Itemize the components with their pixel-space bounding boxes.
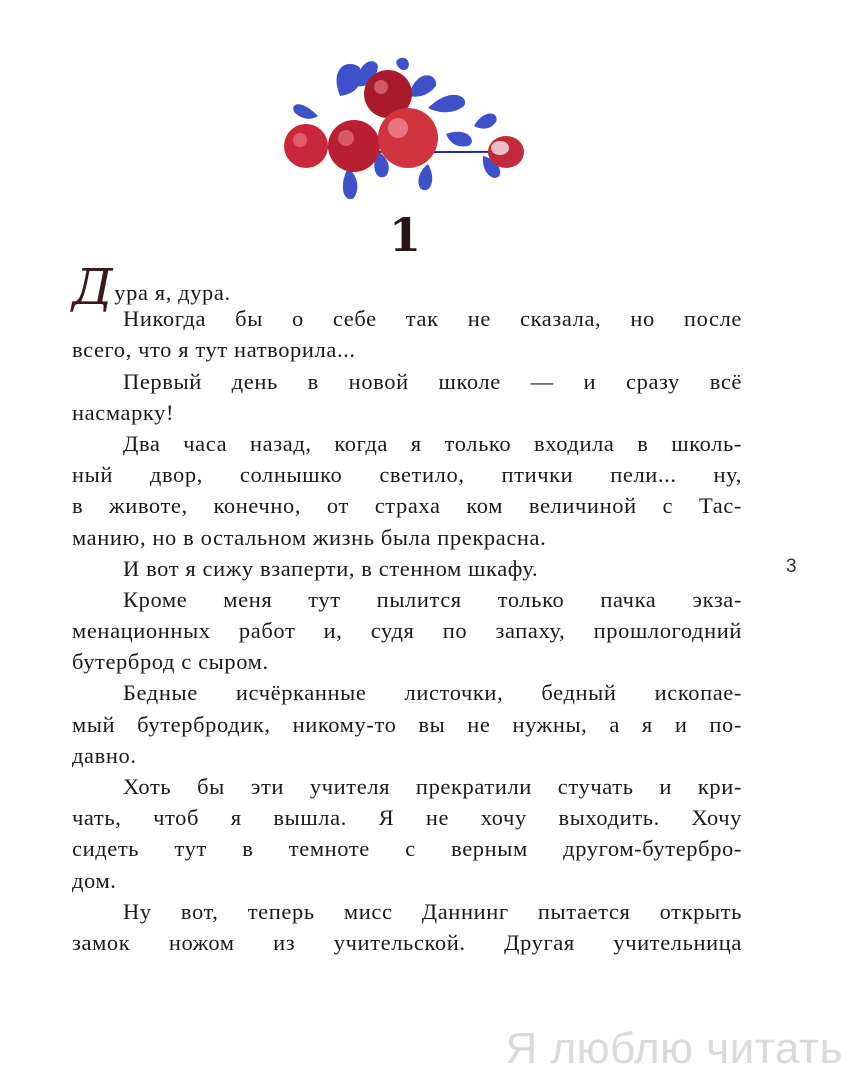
- text-line: насмарку!: [72, 399, 175, 425]
- text-line: Первый день в новой школе — и сразу всё: [123, 368, 742, 394]
- text-line: в животе, конечно, от страха ком величиной с Тас-: [72, 493, 742, 519]
- text-line: замок ножом из учительской. Другая учительница: [72, 929, 742, 955]
- text-line: бутерброд с сыром.: [72, 649, 269, 675]
- text-line: Хоть бы эти учителя прекратили стучать и кри-: [123, 774, 742, 799]
- text-line: Два часа назад, когда я только входила в школь-: [123, 430, 742, 456]
- text-line: чать, чтоб я вышла. Я не хочу выходить. Хочу: [72, 805, 742, 831]
- text-line: Кроме меня тут пылится только пачка экза-: [123, 586, 742, 612]
- text-line: давно.: [72, 742, 137, 768]
- drop-cap: Д: [72, 258, 114, 316]
- text-line: манию, но в остальном жизнь была прекрасна.: [72, 524, 547, 550]
- text-line: ный двор, солнышко светило, птички пели... ну,: [72, 462, 742, 488]
- berries-branch-icon: [278, 56, 528, 206]
- text-line: Никогда бы о себе так не сказала, но после: [123, 306, 742, 332]
- text-line: дом.: [72, 867, 117, 893]
- watermark: Я люблю читать: [505, 1024, 843, 1073]
- text-line: И вот я сижу взаперти, в стенном шкафу.: [123, 555, 539, 581]
- page-number: 3: [786, 556, 797, 577]
- text-line: Ну вот, теперь мисс Даннинг пытается открыть: [123, 898, 742, 924]
- text-line: Дура я, дура.: [72, 258, 231, 316]
- body-text: [72, 258, 742, 958]
- text-line: мый бутербродик, никому-то вы не нужны, а я и по-: [72, 711, 742, 737]
- text-line: Бедные исчёрканные листочки, бедный ископае-: [123, 680, 742, 706]
- chapter-number: 1: [388, 208, 421, 262]
- text-line: менационных работ и, судя по запаху, прошлогодний: [72, 618, 742, 644]
- text-line: всего, что я тут натворила...: [72, 337, 356, 363]
- text-line: сидеть тут в темноте с верным другом-бутербро-: [72, 836, 742, 862]
